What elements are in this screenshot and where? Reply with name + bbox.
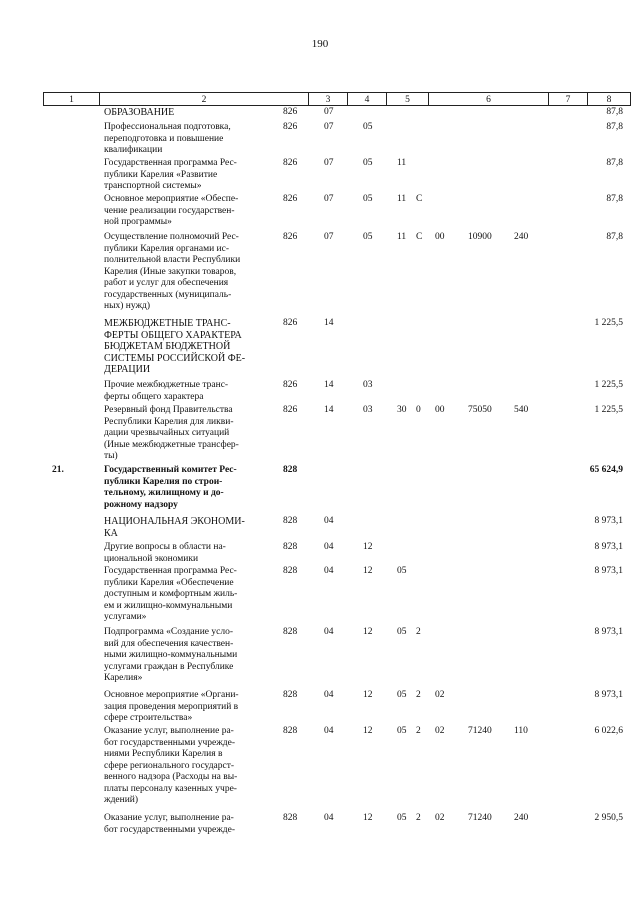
row-name: Государственная программа Рес- публики Карелия «Развитие транспортной системы»: [104, 158, 237, 191]
cell-c6b: 2: [416, 726, 421, 736]
cell-c8: 8 973,1: [594, 627, 623, 637]
cell-c6b: 0: [416, 405, 421, 415]
row-name: Осуществление полномочий Рес- публики Карелия органами ис- полнительной власти Республики Карелия (Иные закупки товаров, работ и услуг для обеспечения государственных (муниципаль- ных) нужд): [104, 232, 241, 311]
header-col-1: 1: [43, 92, 100, 106]
cell-c6c: 00: [435, 232, 445, 242]
cell-c7: 540: [514, 405, 529, 415]
cell-c4: 04: [324, 627, 334, 637]
header-col-7: 7: [549, 92, 588, 106]
cell-c6b: 2: [416, 627, 421, 637]
row-name: Оказание услуг, выполнение ра- бот государственными учрежде-: [104, 813, 235, 835]
cell-c5: 12: [363, 690, 373, 700]
cell-c6c: 02: [435, 813, 445, 823]
cell-c8: 65 624,9: [589, 465, 623, 475]
cell-c8: 87,8: [606, 232, 623, 242]
cell-c8: 87,8: [606, 122, 623, 132]
cell-c4: 14: [324, 318, 334, 328]
row-name: НАЦИОНАЛЬНАЯ ЭКОНОМИ- КА: [104, 516, 245, 539]
header-col-8: 8: [588, 92, 631, 106]
cell-c8: 8 973,1: [594, 516, 623, 526]
row-name: Государственная программа Рес- публики Карелия «Обеспечение доступным и комфортным жиль- ем и жилищно-коммунальными услугами»: [104, 566, 238, 622]
cell-c6a: 11: [397, 158, 407, 168]
cell-c3: 826: [283, 158, 298, 168]
cell-c3: 826: [283, 380, 298, 390]
cell-c5: 12: [363, 726, 373, 736]
cell-c8: 87,8: [606, 107, 623, 117]
cell-c6a: 11: [397, 232, 407, 242]
cell-c6a: 05: [397, 690, 407, 700]
cell-c6a: 05: [397, 813, 407, 823]
cell-c8: 8 973,1: [594, 566, 623, 576]
cell-c4: 04: [324, 566, 334, 576]
cell-c8: 1 225,5: [594, 405, 623, 415]
cell-c3: 826: [283, 232, 298, 242]
page-number: 190: [311, 38, 329, 50]
cell-c5: 03: [363, 380, 373, 390]
row-name: Прочие межбюджетные транс- ферты общего характера: [104, 380, 229, 402]
cell-c4: 07: [324, 158, 334, 168]
cell-c4: 04: [324, 516, 334, 526]
row-number: 21.: [52, 465, 64, 475]
cell-c4: 07: [324, 107, 334, 117]
row-name: Основное мероприятие «Органи- зация проведения мероприятий в сфере строительства»: [104, 690, 239, 723]
cell-c3: 828: [283, 465, 298, 475]
cell-c6d: 71240: [468, 726, 492, 736]
header-col-5: 5: [387, 92, 429, 106]
cell-c8: 6 022,6: [594, 726, 623, 736]
cell-c7: 110: [514, 726, 528, 736]
cell-c3: 826: [283, 122, 298, 132]
cell-c4: 04: [324, 542, 334, 552]
cell-c8: 1 225,5: [594, 318, 623, 328]
cell-c8: 87,8: [606, 194, 623, 204]
cell-c3: 828: [283, 627, 298, 637]
cell-c5: 03: [363, 405, 373, 415]
cell-c7: 240: [514, 232, 529, 242]
cell-c6a: 05: [397, 627, 407, 637]
cell-c6d: 75050: [468, 405, 492, 415]
row-name: Государственный комитет Рес- публики Карелия по строи- тельному, жилищному и до- рожному надзору: [104, 465, 237, 510]
cell-c4: 07: [324, 122, 334, 132]
cell-c4: 07: [324, 194, 334, 204]
row-name: Оказание услуг, выполнение ра- бот государственными учрежде- ниями Республики Карелия в сфере регионального государст- венного надзора (Расходы на вы- платы персоналу казенных учре- ждений): [104, 726, 238, 805]
cell-c5: 12: [363, 566, 373, 576]
cell-c6d: 71240: [468, 813, 492, 823]
cell-c3: 828: [283, 542, 298, 552]
row-name: Профессиональная подготовка, переподготовка и повышение квалификации: [104, 122, 231, 155]
header-col-6: 6: [429, 92, 549, 106]
cell-c5: 05: [363, 122, 373, 132]
cell-c5: 12: [363, 627, 373, 637]
row-name: Подпрограмма «Создание усло- вий для обеспечения качествен- ными жилищно-коммунальными услугами граждан в Республике Карелия»: [104, 627, 238, 683]
cell-c3: 828: [283, 566, 298, 576]
cell-c6d: 10900: [468, 232, 492, 242]
header-col-2: 2: [100, 92, 309, 106]
cell-c6b: 2: [416, 813, 421, 823]
cell-c8: 8 973,1: [594, 542, 623, 552]
cell-c5: 05: [363, 158, 373, 168]
cell-c4: 04: [324, 690, 334, 700]
cell-c6a: 30: [397, 405, 407, 415]
row-name: МЕЖБЮДЖЕТНЫЕ ТРАНС- ФЕРТЫ ОБЩЕГО ХАРАКТЕРА БЮДЖЕТАМ БЮДЖЕТНОЙ СИСТЕМЫ РОССИЙСКОЙ ФЕ- ДЕРАЦИИ: [104, 318, 246, 375]
row-name: ОБРАЗОВАНИЕ: [104, 107, 175, 118]
cell-c3: 828: [283, 516, 298, 526]
cell-c6c: 00: [435, 405, 445, 415]
cell-c4: 14: [324, 380, 334, 390]
cell-c3: 826: [283, 318, 298, 328]
cell-c6b: С: [416, 194, 423, 204]
cell-c6c: 02: [435, 726, 445, 736]
cell-c6a: 11: [397, 194, 407, 204]
header-col-4: 4: [348, 92, 387, 106]
cell-c3: 828: [283, 813, 298, 823]
cell-c4: 04: [324, 813, 334, 823]
row-name: Другие вопросы в области на- циональной экономики: [104, 542, 226, 564]
row-name: Основное мероприятие «Обеспе- чение реализации государствен- ной программы»: [104, 194, 239, 227]
header-col-3: 3: [309, 92, 348, 106]
cell-c6b: С: [416, 232, 423, 242]
cell-c3: 826: [283, 194, 298, 204]
cell-c3: 828: [283, 726, 298, 736]
cell-c8: 2 950,5: [594, 813, 623, 823]
cell-c6b: 2: [416, 690, 421, 700]
table-header: [43, 92, 631, 106]
row-name: Резервный фонд Правительства Республики Карелия для ликви- дации чрезвычайных ситуаций (Иные межбюджетные трансфер- ты): [104, 405, 239, 461]
cell-c5: 05: [363, 232, 373, 242]
cell-c7: 240: [514, 813, 529, 823]
cell-c6a: 05: [397, 566, 407, 576]
cell-c5: 12: [363, 813, 373, 823]
cell-c3: 826: [283, 405, 298, 415]
cell-c6c: 02: [435, 690, 445, 700]
cell-c4: 14: [324, 405, 334, 415]
cell-c8: 87,8: [606, 158, 623, 168]
cell-c4: 04: [324, 726, 334, 736]
cell-c3: 828: [283, 690, 298, 700]
cell-c8: 8 973,1: [594, 690, 623, 700]
cell-c3: 826: [283, 107, 298, 117]
cell-c8: 1 225,5: [594, 380, 623, 390]
cell-c6a: 05: [397, 726, 407, 736]
cell-c5: 12: [363, 542, 373, 552]
cell-c4: 07: [324, 232, 334, 242]
cell-c5: 05: [363, 194, 373, 204]
